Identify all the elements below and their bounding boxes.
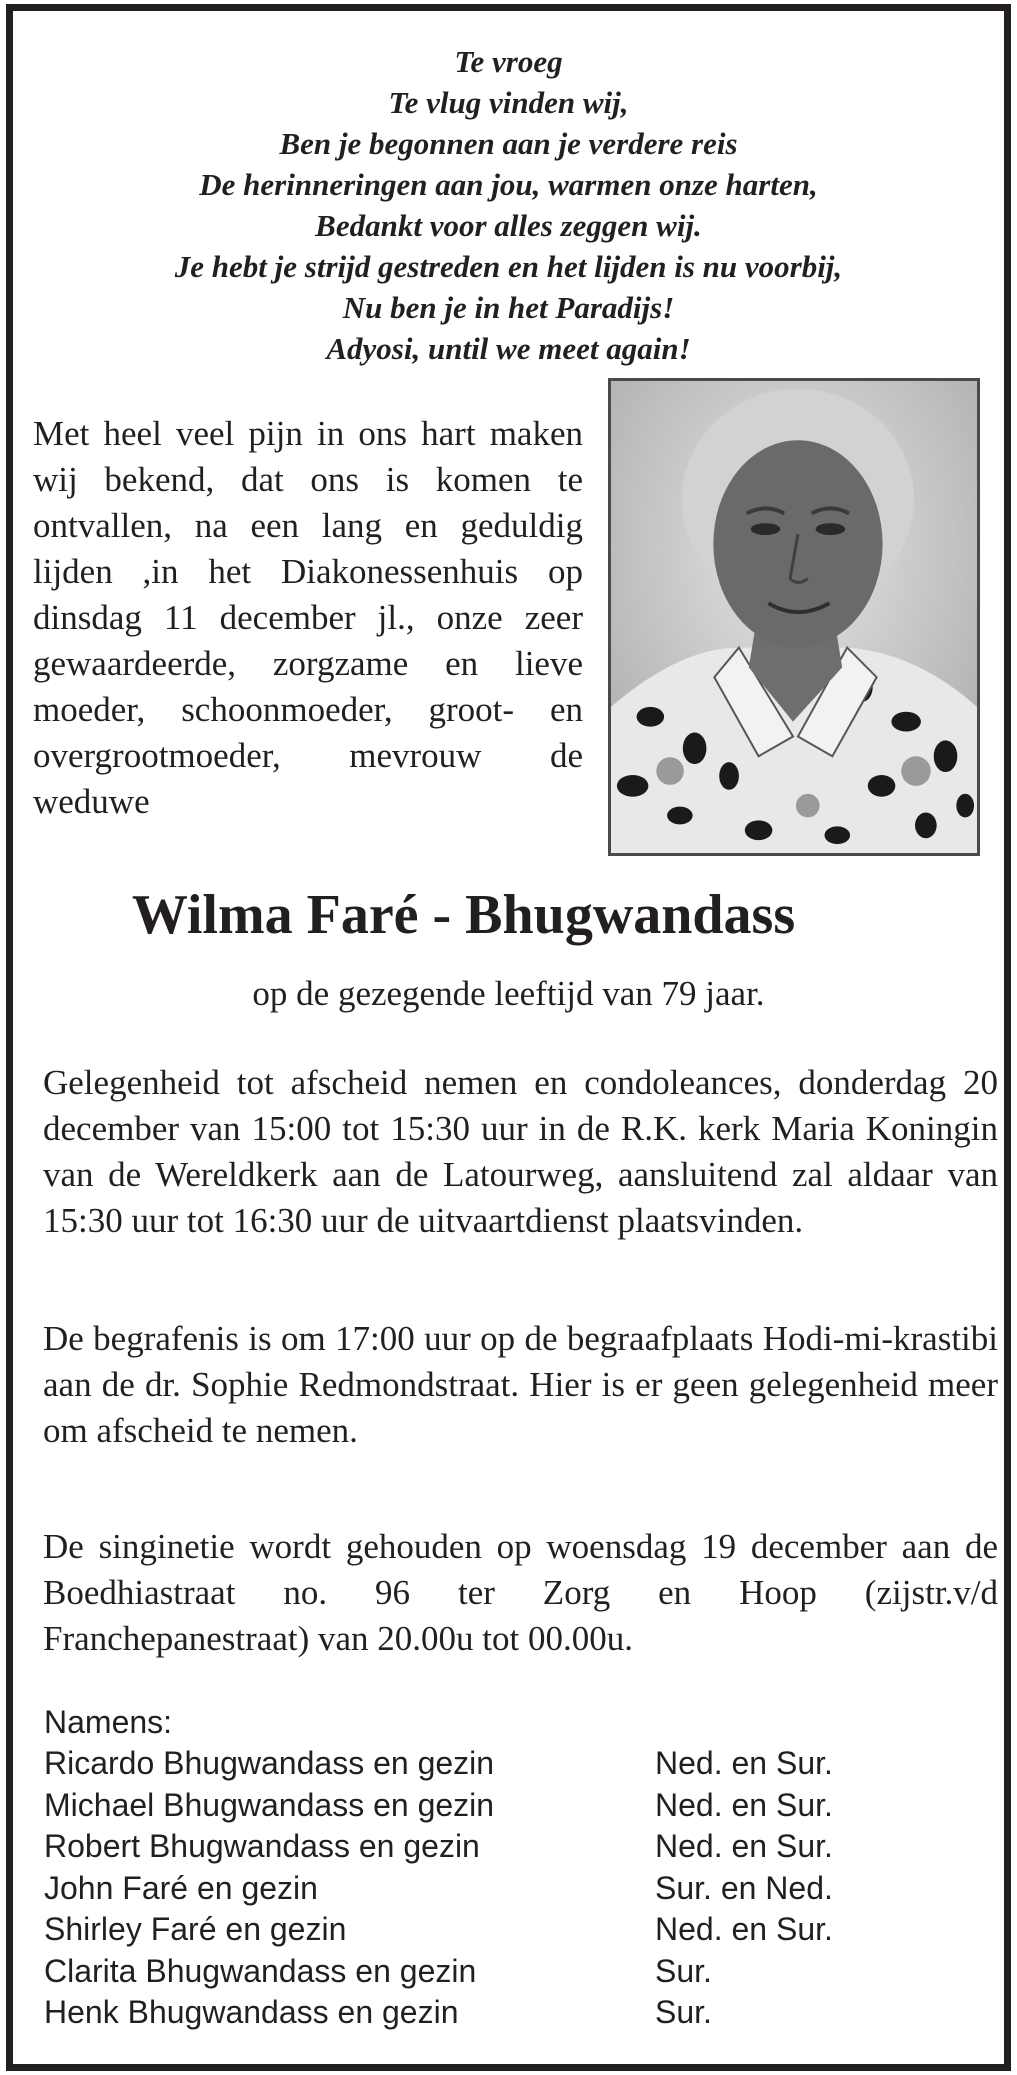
family-member: Shirley Faré en gezin (44, 1911, 347, 1947)
family-row (44, 1992, 964, 2034)
family-row (44, 1826, 964, 1868)
poem-line: Adyosi, until we meet again! (326, 331, 691, 366)
family-location: Sur. (655, 1952, 712, 1989)
family-location: Sur. (655, 1994, 712, 2030)
namens-label: Namens: (44, 1704, 173, 1740)
poem-line: Je hebt je strijd gestreden en het lijden is nu voorbij, (174, 249, 843, 284)
age-line: op de gezegende leeftijd van 79 jaar. (252, 974, 765, 1013)
family-row (44, 1743, 964, 1785)
announcement-text: Met heel veel pijn in ons hart maken wij bekend, dat ons is komen te ontvallen, na een lang en geduldig lijden ,in het Diakonessenhuis op dinsdag 11 december jl., onze zeer gewaardeerde, zorgzame en lieve moeder, schoonmoeder, groot- en overgrootmoeder, mevrouw de weduwe (33, 414, 583, 821)
condolence-paragraph: Gelegenheid tot afscheid nemen en condoleances, donderdag 20 december van 15:00 tot 15:30 uur in de R.K. kerk Maria Koningin van de Wereldkerk aan de Latourweg, aansluitend zal aldaar van 15:30 uur tot 16:30 uur de uitvaartdienst plaatsvinden. (43, 1063, 998, 1240)
poem-line: Ben je begonnen aan je verdere reis (279, 126, 738, 161)
poem-line: De herinneringen aan jou, warmen onze harten, (199, 167, 818, 202)
family-member: Clarita Bhugwandass en gezin (44, 1952, 477, 1989)
poem-line: Te vlug vinden wij, (388, 85, 629, 120)
poem-line: Nu ben je in het Paradijs! (342, 290, 675, 325)
deceased-name: Wilma Faré - Bhugwandass (131, 884, 796, 946)
portrait-photo (608, 378, 980, 856)
family-list (44, 1743, 964, 2034)
poem (13, 41, 1004, 369)
family-row (44, 1951, 964, 1993)
family-location: Sur. en Ned. (655, 1869, 833, 1906)
family-member: Henk Bhugwandass en gezin (44, 1994, 459, 2030)
family-member: Michael Bhugwandass en gezin (44, 1786, 495, 1823)
family-location: Ned. en Sur. (655, 1786, 833, 1823)
wake-paragraph: De singinetie wordt gehouden op woensdag 19 december aan de Boedhiastraat no. 96 ter Zorg en Hoop (zijstr.v/d Franchepanestraat) van 20.00u tot 00.00u. (43, 1527, 998, 1658)
family-member: Robert Bhugwandass en gezin (44, 1828, 480, 1864)
family-location: Ned. en Sur. (655, 1828, 833, 1864)
poem-line: Te vroeg (454, 44, 563, 79)
obituary-frame (6, 4, 1011, 2071)
family-row (44, 1868, 964, 1910)
family-location: Ned. en Sur. (655, 1745, 833, 1781)
family-location: Ned. en Sur. (655, 1911, 833, 1947)
family-member: Ricardo Bhugwandass en gezin (44, 1745, 495, 1781)
family-row (44, 1785, 964, 1827)
portrait-image (611, 381, 977, 853)
family-member: John Faré en gezin (44, 1869, 318, 1906)
family-row (44, 1909, 964, 1951)
poem-line: Bedankt voor alles zeggen wij. (315, 208, 702, 243)
burial-paragraph: De begrafenis is om 17:00 uur op de begraafplaats Hodi-mi-krastibi aan de dr. Sophie Redmondstraat. Hier is er geen gelegenheid meer om afscheid te nemen. (43, 1319, 998, 1450)
